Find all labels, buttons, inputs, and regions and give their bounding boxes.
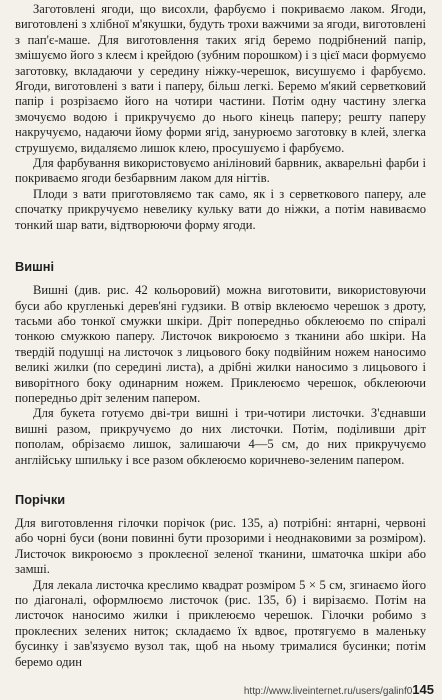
section-heading-cherries: Вишні <box>15 259 55 275</box>
paragraph-currants-materials: Для виготовлення гілочки порічок (рис. 135, а) потрібні: янтарні, червоні або чорні буси (вони повинні бути прозорими і неоднаковими за розміром). Листочок викроюємо з проклеєної зеленої тканини, шматочка шкіри або замші. <box>15 515 426 577</box>
paragraph-berries-painting: Для фарбування використовуємо аніліновий барвник, акварельні фарби і покриваємо ягоди безбарвним лаком для нігтів. <box>15 156 426 186</box>
page-number: 145 <box>412 682 434 697</box>
paragraph-berries-preparation: Заготовлені ягоди, що висохли, фарбуємо і покриваємо лаком. Ягоди, виготовлені з хлібної м'якушки, будуть трохи важчими за ягоди, виготовлені з пап'є-маше. Для виготовлення таких ягід беремо подрібнений папір, змішуємо його з клеєм і крейдою (зубним порошком) і з цієї маси формуємо заготовку, вкладаючи у середину ніжку-черешок, висушуємо і фарбуємо. Ягоди, виготовлені з вати і паперу, більш легкі. Беремо м'який серветковий папір і розрізаємо його на чотири частини. Потім одну частину злегка змочуємо водою і прикручуємо до нього кінець паперу; решту паперу накручуємо, надаючи йому форми ягід, занурюємо заготовку в клей, злегка струшуємо, видаляємо лишок клею, просушуємо і фарбуємо. <box>15 2 426 155</box>
paragraph-cotton-fruits: Плоди з вати приготовляємо так само, як і з серветкового паперу, але спочатку прикручуємо невелику кульку вати до ніжки, а потім навиваємо тонкий шар вати, відтворюючи форму ягоди. <box>15 186 426 232</box>
section-heading-currants: Порічки <box>15 491 66 507</box>
page-footer <box>244 682 434 697</box>
paragraph-cherries-bouquet: Для букета готуємо дві-три вишні і три-чотири листочки. З'єднавши вишні разом, прикручуємо до них листочки. Потім, поділивши дріт пополам, обрізаємо лишок, залишаючи 4—5 см, до них прикручуємо англійську шпильку і все разом обклеюємо коричнево-зеленим папером. <box>15 406 426 467</box>
watermark-url[interactable]: http://www.liveinternet.ru/users/galinf0 <box>243 686 413 697</box>
paragraph-cherries-making: Вишні (див. рис. 42 кольоровий) можна виготовити, використовуючи буси або кругленькі дерев'яні гудзики. В отвір вклеюємо черешок з дроту, тасьми або тонкої смужки шкіри. Дріт попередньо обклеюємо по спіралі тонкою смужкою паперу. Листочок викроюємо з тканини або шкіри. На твердій подушці на листочок з лицьового боку подвійним ножем наносимо великі жилки (по середині листа), а дрібні жилки наносимо з лицьового і виворітного боку одинарним ножем. Приклеюємо черешок, обклеюючи попередньо дріт зеленим папером. <box>15 283 426 405</box>
paragraph-currants-leaf: Для лекала листочка креслимо квадрат розміром 5 × 5 см, згинаємо його по діагоналі, оформлюємо листочок (рис. 135, б) і вирізаємо. Потім на листочок наносимо жилки і приклеюємо черешок. Гілочки робимо з проклеєних зелених ниток; складаємо їх вдвоє, протягуємо в маленьку бусинку і зав'язуємо вузол так, щоб на ньому трималися бусинки; потім беремо один <box>15 577 426 669</box>
